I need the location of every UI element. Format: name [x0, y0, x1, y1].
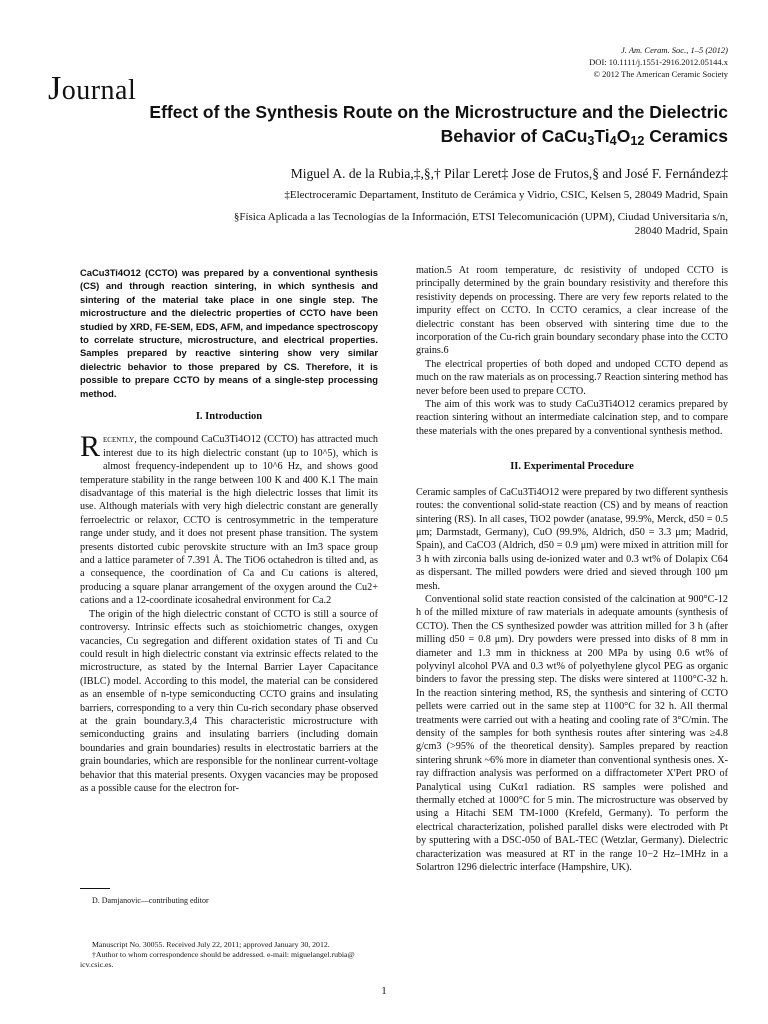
left-column — [80, 396, 378, 795]
section-heading-introduction: I. Introduction — [195, 411, 263, 422]
journal-logo-initial: J — [48, 70, 62, 107]
title-line-1: Effect of the Synthesis Route on the Microstructure and the Dielectric — [149, 102, 728, 122]
journal-header — [468, 44, 728, 80]
manuscript-footnote: Manuscript No. 30055. Received July 22, 2011; approved January 30, 2012. — [92, 940, 330, 949]
paper-title — [120, 100, 728, 153]
footnote-rule — [80, 888, 110, 889]
title-seg: Behavior of CaCu — [440, 126, 588, 146]
section-heading-experimental: II. Experimental Procedure — [510, 461, 634, 473]
author-list: Miguel A. de la Rubia,‡,§,† Pilar Leret‡ Jose de Frutos,§ and José F. Fernández‡ — [290, 166, 728, 181]
affiliation-2-line-2: 28040 Madrid, Spain — [634, 225, 728, 237]
intro-paragraph-4: The electrical properties of both doped and undoped CCTO depend as much on the raw materials as on processing.7 Reaction sintering method has never before been used to prepare CCTO. — [416, 358, 728, 397]
author-footnote-line-1: †Author to whom correspondence should be addressed. e-mail: miguelangel.rubia@ — [92, 950, 355, 959]
affiliation-2-line-1: §Física Aplicada a las Tecnologías de la Información, ETSI Telecomunicación (UPM), Ciudad Universitaria s/n, — [233, 211, 728, 223]
title-sub: 12 — [630, 134, 645, 149]
affiliation-2 — [120, 210, 728, 238]
experimental-paragraph-1: Ceramic samples of CaCu3Ti4O12 were prepared by two different synthesis routes: the conventional solid-state reaction (CS) and by means of reaction sintering (RS). In all cases, TiO2 powder (anatase, 99.9%, Merck, d50 = 0.5 μm; Darmstadt, Germany), CuO (99.9%, Aldrich, d50 = 3.3 μm; Madrid, Spain), and CaCO3 (Aldrich, d50 = 0.9 μm) were mixed in attrition mill for 3 h with zirconia balls using de-ionized water and 0.3 wt% of Dolapix C64 as dispersant. The milled powders were dried and sieved through 100 μm mesh. — [416, 486, 728, 592]
intro-paragraph-5: The aim of this work was to study CaCu3Ti4O12 ceramics prepared by reaction sintering without an intermediate calcination step, and to compare these materials with the ones prepared by a conventional synthesis method. — [416, 399, 728, 437]
affiliation-1: ‡Electroceramic Departament, Instituto de Cerámica y Vidrio, CSIC, Kelsen 5, 28049 Madrid, Spain — [284, 189, 728, 201]
title-sub: 4 — [609, 134, 617, 149]
title-seg: Ceramics — [644, 126, 728, 146]
title-seg: O — [616, 126, 631, 146]
journal-doi: DOI: 10.1111/j.1551-2916.2012.05144.x — [589, 57, 728, 67]
intro-lead: ecently — [103, 434, 135, 446]
drop-cap: R — [80, 430, 101, 464]
right-column — [416, 264, 728, 874]
editor-footnote: D. Damjanovic—contributing editor — [92, 896, 209, 905]
intro-p1-text: , the compound CaCu3Ti4O12 (CCTO) has attracted much interest due to its high dielectric constant (up to 10^5), which is almost frequency-independent up to 10^6 Hz, and shows good temperature stability in the range between 100 K and 400 K.1 The main disadvantage of this material is the high dielectric losses that limit its use. Although materials with very high dielectric constant are generally ferroelectric or relaxor, CCTO is centrosymmetric in the temperature range under study, and it does not present phase transition. The system presents distorted cubic perovskite structure with an Im3 space group and a lattice parameter of 7.391 Å. The TiO6 octahedron is tilted and, as a consequence, the coordination of Ca and Cu cations is altered, producing a square planar arrangement of the oxygen around the Cu2+ cations and a 12-coordinate icosahedral environment for Ca.2 — [80, 434, 378, 607]
journal-citation: J. Am. Ceram. Soc., 1–5 (2012) — [620, 45, 728, 55]
abstract: CaCu3Ti4O12 (CCTO) was prepared by a conventional synthesis (CS) and through reaction sintering, in which synthesis and sintering of the material take place in one single step. The microstructure and the dielectric properties of CCTO have been studied by XRD, FE-SEM, EDS, AFM, and impedance spectroscopy to correlate structure, microstructure, and electrical properties. Samples prepared by reactive sintering show very similar dielectric behavior to those prepared by CS. Therefore, it is possible to prepare CCTO by means of a single-step processing method. — [80, 267, 378, 399]
manuscript-footnotes — [80, 940, 380, 970]
intro-paragraph-1 — [80, 430, 378, 607]
author-footnote-line-2: icv.csic.es. — [80, 960, 114, 969]
experimental-paragraph-2: Conventional solid state reaction consisted of the calcination at 900°C-12 h of the milled mixture of raw materials in adequate amounts (synthesis of CCTO). Then the CS synthesized powder was attrition milled for 3 h (after milling d50 = 0.8 μm). Dry powders were pressed into disks of 8 mm in diameter and 1.3 mm in thickness at 200 MPa by using 0.6 wt% of polyvinyl alcohol PVA and 0.3 wt% of polyethylene glycol PEG as organic binders to favor the pressing step. The disks were sintered at 1100°C-32 h. In the reaction sintering method, RS, the synthesis and sintering of CCTO pellets were carried out in the same step at 1100°C for 32 h. All thermal treatments were carried out with a heating and cooling rate of 3°C/min. The density of the samples for both synthesis routes after sintering was ≥4.8 g/cm3 (>95% of the theoretical density). Samples prepared by reaction sintering shrunk ~6% more in diameter than conventional synthesis ones. X-ray diffraction analysis was performed on a diffractometer X'Pert PRO of Panalytical using CuKα1 radiation. RS samples were polished and thermally etched at 1000°C for 5 min. The microstructure was observed by using a Hitachi SEM TM-1000 (Krefeld, Germany). To perform the electrical characterization, polished parallel disks were electroded with Pt by sputtering with a DSC-050 of BAL-TEC (Wetzlar, Germany). Dielectric characterization was measured at RT in the range 10−2 Hz–1MHz in a Solartron 1296 dielectric interface (Hampshire, UK). — [416, 593, 728, 874]
intro-paragraph-3: mation.5 At room temperature, dc resistivity of undoped CCTO is principally determined by the grain boundary resistivity and therefore this resistivity depends on processing. There are very few reports related to the impurity effect on CCTO. In CCTO ceramics, a clear increase of the dielectric constant has been observed with sintering time due to the incorporation of the Cu-rich grain boundary secondary phase into the CCTO grains.6 — [416, 265, 728, 357]
title-line-2 — [120, 124, 728, 153]
journal-logo-rest: ournal — [61, 75, 137, 106]
intro-paragraph-2: The origin of the high dielectric constant of CCTO is still a source of controversy. Intrinsic effects such as stoichiometric changes, oxygen vacancies, Cu segregation and different oxidation states of Ti and Cu could result in high dielectric constant via extrinsic effects related to the microstructure, as stated by the Internal Barrier Layer Capacitance (IBLC) model. According to this model, the material can be considered as an ensemble of n-type semiconducting CCTO grains and insulating barriers, corresponding to a very thin Cu-rich secondary phase observed at the grain boundary.3,4 This characteristic microstructure with semiconducting grains and insulating barriers (including domain boundaries and grain boundaries) results in electrostatic barriers at the grain boundaries, which are responsible for the nonlinear current-voltage behavior that this material presents. Oxygen vacancies may be proposed as a possible cause for the electron for- — [80, 608, 378, 794]
page-number: 1 — [381, 985, 387, 997]
title-seg: Ti — [594, 126, 610, 146]
journal-copyright: © 2012 The American Ceramic Society — [593, 69, 728, 79]
title-sub: 3 — [587, 134, 595, 149]
